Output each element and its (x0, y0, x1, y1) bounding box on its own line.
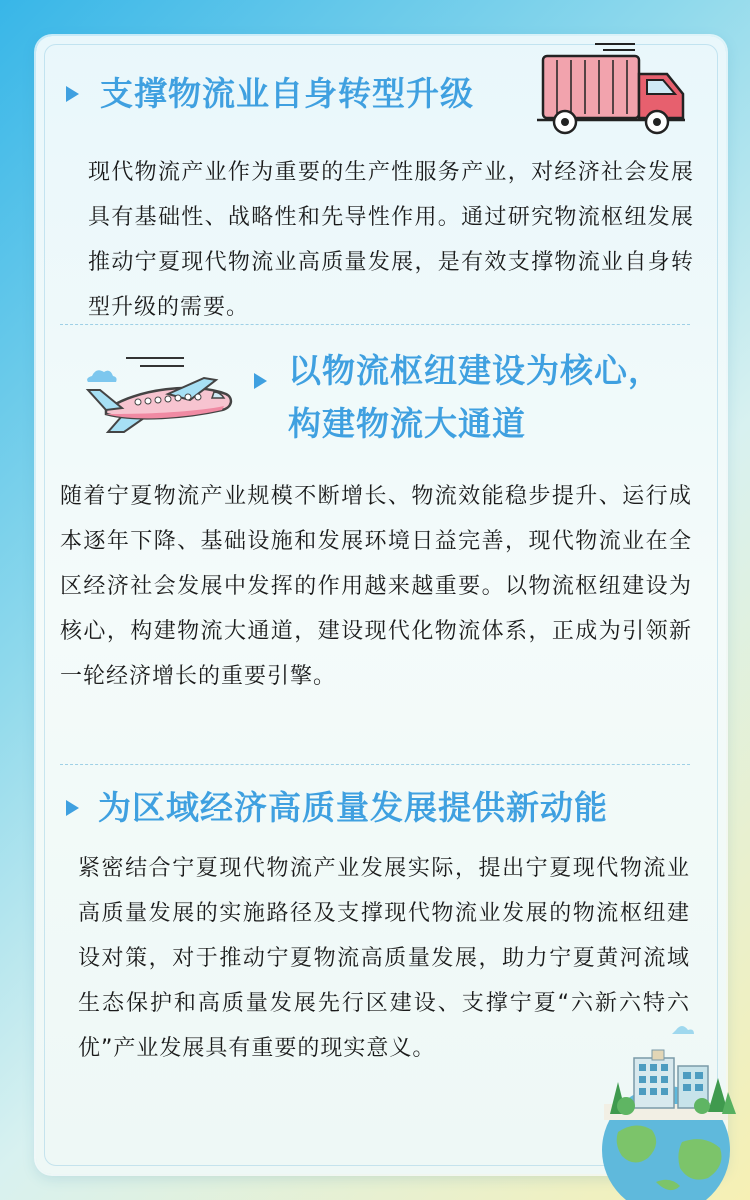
airplane-icon (66, 352, 241, 452)
section-3-body: 紧密结合宁夏现代物流产业发展实际，提出宁夏现代物流业高质量发展的实施路径及支撑现代物流业发展的物流枢纽建设对策，对于推动宁夏物流高质量发展，助力宁夏黄河流域生态保护和高质量发展先行区建设、支撑宁夏“六新六特六优”产业发展具有重要的现实意义。 (78, 856, 690, 1061)
section-1-body: 现代物流产业作为重要的生产性服务产业，对经济社会发展具有基础性、战略性和先导性作用。通过研究物流枢纽发展推动宁夏现代物流业高质量发展，是有效支撑物流业自身转型升级的需要。 (88, 160, 694, 320)
section-1-title: 支撑物流业自身转型升级 (100, 74, 474, 113)
truck-icon (535, 40, 695, 140)
section-bullet-icon (66, 800, 79, 816)
section-divider (60, 764, 690, 765)
globe-city-icon (596, 1022, 742, 1192)
section-bullet-icon (66, 86, 79, 102)
section-2-body: 随着宁夏物流产业规模不断增长、物流效能稳步提升、运行成本逐年下降、基础设施和发展环境日益完善，现代物流业在全区经济社会发展中发挥的作用越来越重要。以物流枢纽建设为核心，构建物流大通道，建设现代化物流体系，正成为引领新一轮经济增长的重要引擎。 (60, 484, 692, 689)
section-3-title: 为区域经济高质量发展提供新动能 (98, 788, 608, 827)
section-2-title-line-1: 以物流枢纽建设为核心， (288, 351, 662, 390)
section-divider (60, 324, 690, 325)
section-2-title-line-2: 构建物流大通道 (288, 404, 526, 443)
section-bullet-icon (254, 373, 267, 389)
